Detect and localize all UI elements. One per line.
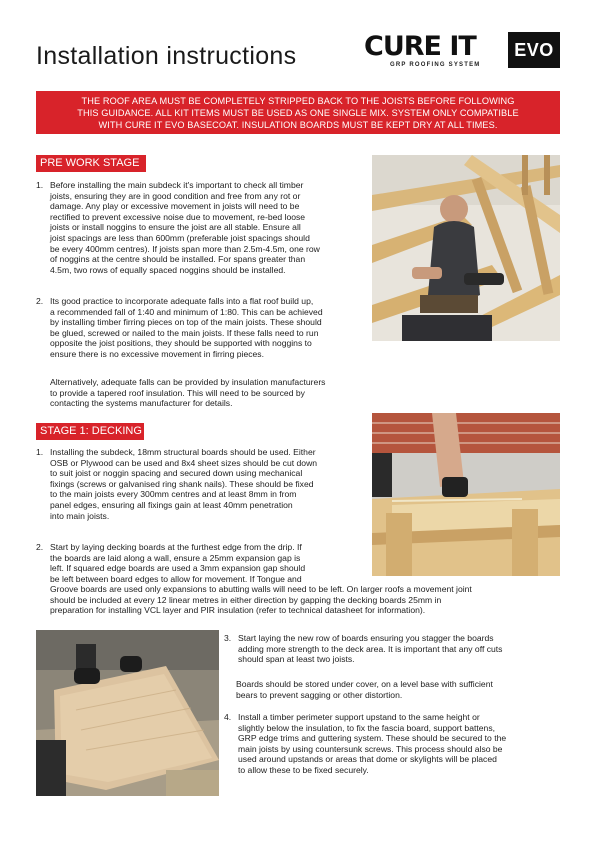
text-line: by installing timber firring pieces on top of the main joists. These should <box>50 317 322 328</box>
text-line: preparation for installing VCL layer and PIR insulation (refer to technical datasheet for information). <box>50 605 426 616</box>
text-line: used around upstands or areas that dome or skylights will be placed <box>238 754 497 765</box>
text-line: joists or install noggins to ensure the joist are all stable. Ensure all <box>50 222 301 233</box>
logo-wordmark: CURE IT <box>364 31 476 62</box>
banner-line: WITH CURE IT EVO BASECOAT. INSULATION BOARDS MUST BE KEPT DRY AT ALL TIMES. <box>98 120 498 130</box>
text-line: should span at least two joists. <box>238 654 355 665</box>
text-line: joist spacings are less than 600mm (preferable joist spacings should <box>50 232 310 243</box>
stage1-item-2-continued <box>50 584 562 616</box>
item-number: 2. <box>36 296 44 306</box>
text-line: left. If squared edge boards are used a 3mm expansion gap should <box>50 563 306 574</box>
text-line: be left between board edges to allow for movement. If Tongue and <box>50 573 302 584</box>
photo-decking-measure <box>372 413 560 576</box>
item-number: 2. <box>36 542 44 552</box>
warning-banner <box>36 91 560 134</box>
item-number: 1. <box>36 447 44 457</box>
cure-it-evo-logo <box>364 32 560 72</box>
text-line: Start laying the new row of boards ensuring you stagger the boards <box>238 633 494 643</box>
stage1-item-2 <box>36 542 376 584</box>
text-line: Before installing the main subdeck it's important to check all timber <box>50 180 304 190</box>
text-line: be every 400mm centres). If joists span more than 2.5m-4.5m, one row <box>50 243 320 254</box>
text-line: fixings (screws or galvanised ring shank nails). These should be fixed <box>50 478 314 489</box>
text-line: to provide a tapered roof insulation. This will need to be sourced by <box>50 387 305 398</box>
text-line: joists, ensuring they are in good condition and free from any rot or <box>50 190 301 201</box>
text-line: 4.5m, two rows of equally spaced noggins should be installed. <box>50 264 286 275</box>
text-line: be glued, screwed or nailed to the main joists. If these falls need to run <box>50 327 319 338</box>
photo-joist-inspection <box>372 155 560 341</box>
text-line: rectified to prevent excessive noise due to movement, re-bed loose <box>50 211 306 222</box>
photo-board-laying <box>36 630 219 796</box>
stage1-item-1 <box>36 447 376 521</box>
text-line: of noggins at the centre should be installed. For spans greater than <box>50 254 306 265</box>
text-line: into main joists. <box>50 510 110 521</box>
text-line: adding more strength to the deck area. It is important that any off cuts <box>238 643 503 654</box>
text-line: to the main joists every 300mm centres and at least 8mm in from <box>50 489 297 500</box>
section-heading-stage-1: STAGE 1: DECKING <box>36 423 144 440</box>
banner-line: THE ROOF AREA MUST BE COMPLETELY STRIPPED BACK TO THE JOISTS BEFORE FOLLOWING <box>81 96 515 106</box>
text-line: Installing the subdeck, 18mm structural boards should be used. Either <box>50 447 316 457</box>
pre-work-item-1 <box>36 180 376 275</box>
item-number: 4. <box>224 712 232 722</box>
text-line: bears to prevent sagging or other distortion. <box>236 689 403 700</box>
text-line: contacting the systems manufacturer for details. <box>50 398 233 409</box>
text-line: a recommended fall of 1:40 and minimum of 1:80. This can be achieved <box>50 306 323 317</box>
text-line: Install a timber perimeter support upstand to the same height or <box>238 712 480 722</box>
text-line: to allow these to be fixed securely. <box>238 764 369 775</box>
text-line: GRP edge trims and guttering system. These should be secured to the <box>238 733 507 744</box>
page-title: Installation instructions <box>36 42 297 70</box>
text-line: Boards should be stored under cover, on a level base with sufficient <box>236 679 493 689</box>
stage1-storage-note <box>236 679 562 700</box>
text-line: should be included at every 12 linear metres in either direction by gapping the decking boards 25mm in <box>50 594 442 605</box>
text-line: the boards are laid along a wall, ensure a 25mm expansion gap is <box>50 552 301 563</box>
text-line: Its good practice to incorporate adequate falls into a flat roof build up, <box>50 296 314 306</box>
text-line: ensure there is no excessive movement in firring pieces. <box>50 348 264 359</box>
section-heading-pre-work: PRE WORK STAGE <box>36 155 146 172</box>
text-line: Alternatively, adequate falls can be provided by insulation manufacturers <box>50 377 326 387</box>
text-line: slightly below the insulation, to fix the fascia board, support battens, <box>238 722 496 733</box>
pre-work-item-2 <box>36 296 376 360</box>
text-line: to suit joist or noggin spacing and secured down using mechanical <box>50 468 303 479</box>
logo-evo-badge: EVO <box>508 32 560 68</box>
text-line: panel edges, ensuring all fixings gain at least 40mm penetration <box>50 499 293 510</box>
logo-tagline: GRP ROOFING SYSTEM <box>390 62 481 68</box>
text-line: OSB or Plywood can be used and 8x4 sheet sizes should be cut down <box>50 457 318 468</box>
text-line: damage. Any play or excessive movement in joists will need to be <box>50 201 300 212</box>
text-line: Start by laying decking boards at the furthest edge from the drip. If <box>50 542 302 552</box>
text-line: opposite the joist positions, they should be supported with noggins to <box>50 338 312 349</box>
text-line: Groove boards are used only expansions to abutting walls will need to be left. On larger roofs a movement joint <box>50 584 472 594</box>
banner-line: THIS GUIDANCE. ALL KIT ITEMS MUST BE USED AS ONE SINGLE MIX. SYSTEM ONLY COMPATIBLE <box>77 108 519 118</box>
item-number: 3. <box>224 633 232 643</box>
stage1-item-3 <box>224 633 564 665</box>
pre-work-note <box>50 377 376 409</box>
item-number: 1. <box>36 180 44 190</box>
stage1-item-4 <box>224 712 564 776</box>
text-line: main joists by using countersunk screws. This process should also be <box>238 743 503 754</box>
